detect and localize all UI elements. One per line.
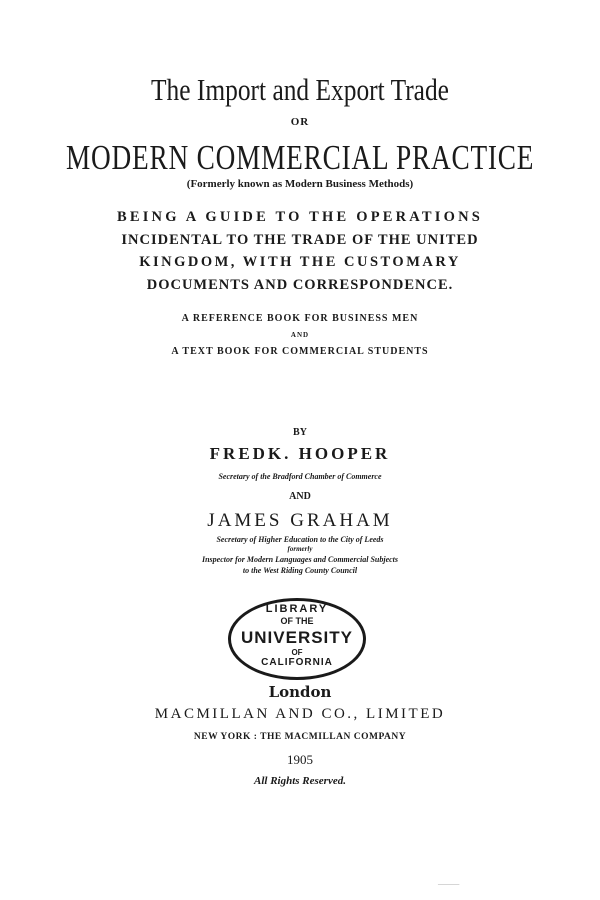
author-role: to the West Riding County Council [242,566,358,575]
reference-line: A TEXT BOOK FOR COMMERCIAL STUDENTS [171,346,429,357]
book-title: The Import and Export Trade [151,72,449,107]
or-label: OR [290,116,310,128]
description-line: DOCUMENTS AND CORRESPONDENCE. [146,277,454,293]
description-line: KINGDOM, WITH THE CUSTOMARY [139,254,461,270]
author-role: Secretary of the Bradford Chamber of Commerce [218,472,382,481]
faint-mark: —— [438,876,460,890]
library-stamp [228,598,366,680]
description-line: INCIDENTAL TO THE TRADE OF THE UNITED [121,232,479,248]
stamp-text: OF THE [280,616,314,626]
rights-notice: All Rights Reserved. [254,775,346,787]
stamp-text: LIBRARY [265,603,329,615]
publisher-newyork: NEW YORK : THE MACMILLAN COMPANY [193,732,407,742]
stamp-text: CALIFORNIA [261,657,333,668]
by-label: BY [293,427,307,438]
publisher-city: London [268,683,332,701]
author-name: FREDK. HOOPER [209,444,391,463]
stamp-text: OF [291,648,303,657]
formerly-known-note: (Formerly known as Modern Business Methods) [186,178,414,190]
publication-year: 1905 [287,752,313,767]
reference-line: A REFERENCE BOOK FOR BUSINESS MEN [181,313,419,324]
stamp-text: UNIVERSITY [240,628,354,647]
author-role: Secretary of Higher Education to the City of Leeds [216,535,384,544]
author-role: formerly [287,545,313,553]
description-line: BEING A GUIDE TO THE OPERATIONS [116,209,484,225]
publisher-name: MACMILLAN AND CO., LIMITED [154,706,446,722]
reference-and: AND [290,331,310,339]
book-subtitle: MODERN COMMERCIAL PRACTICE [66,138,535,177]
author-name: JAMES GRAHAM [207,510,393,531]
and-label: AND [289,491,311,502]
author-role: Inspector for Modern Languages and Commercial Subjects [201,555,398,564]
